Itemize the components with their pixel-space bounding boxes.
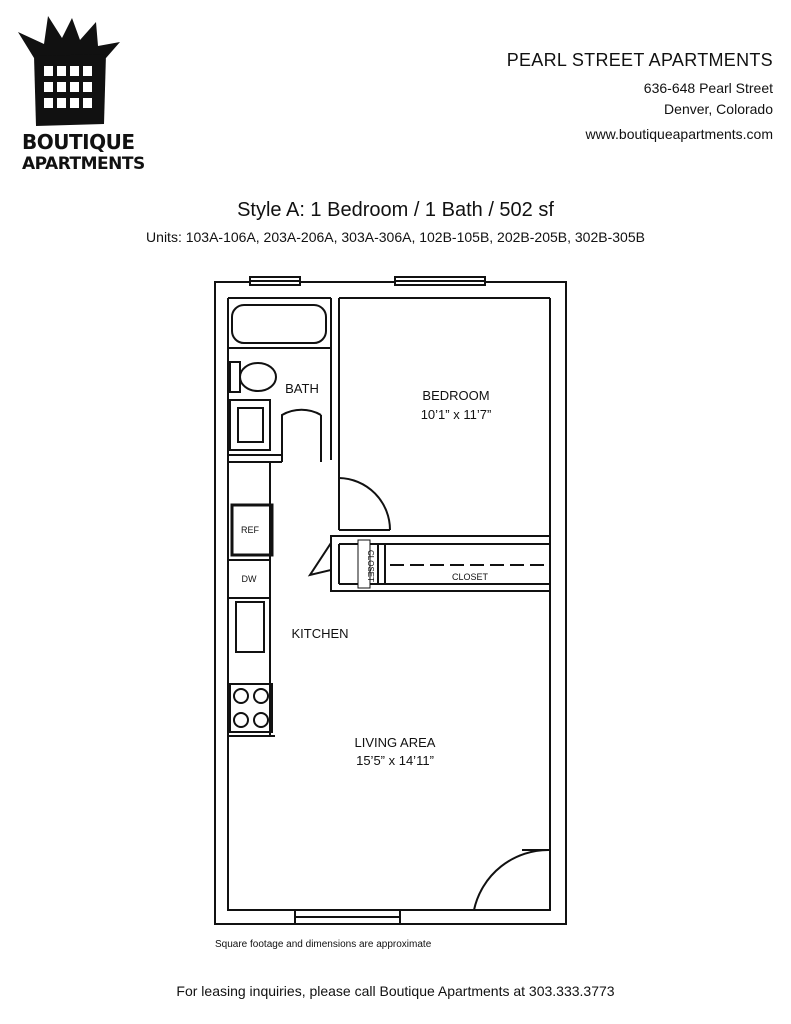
logo-text-line2: APARTMENTS: [22, 154, 145, 174]
window-top-left: [250, 277, 300, 285]
closet-small-label: CLOSET: [366, 549, 375, 583]
window-top-right: [395, 277, 485, 285]
bathtub: [232, 305, 326, 343]
leasing-footer: For leasing inquiries, please call Boutique Apartments at 303.333.3773: [176, 983, 615, 999]
kitchen-label: KITCHEN: [291, 626, 349, 641]
toilet-bowl: [240, 363, 276, 391]
bath-door-swing: [282, 410, 321, 462]
closet-long-label: CLOSET: [451, 572, 489, 582]
website-link[interactable]: www.boutiqueapartments.com: [585, 126, 773, 142]
dishwasher-label: DW: [241, 574, 257, 584]
disclaimer-text: Square footage and dimensions are approximate: [215, 939, 432, 950]
bedroom-dimensions: 10’1” x 11’7”: [420, 407, 492, 422]
kitchen-sink: [236, 602, 264, 652]
bedroom-label: BEDROOM: [422, 388, 490, 403]
window-bottom: [295, 910, 400, 924]
living-area-label: LIVING AREA: [354, 735, 436, 750]
property-address: 636-648 Pearl Street: [643, 80, 773, 96]
entry-door-swing: [474, 850, 550, 910]
living-area-dimensions: 15’5” x 14’11”: [356, 753, 434, 768]
property-title: PEARL STREET APARTMENTS: [506, 50, 773, 70]
logo-text-line1: BOUTIQUE: [22, 130, 135, 154]
bath-sink: [238, 408, 263, 442]
bath-label: BATH: [285, 381, 319, 396]
exterior-wall-outer: [215, 282, 566, 924]
floor-plan-title: Style A: 1 Bedroom / 1 Bath / 502 sf: [237, 199, 554, 221]
exterior-wall-inner: [228, 298, 550, 910]
floor-plan-units: Units: 103A-106A, 203A-206A, 303A-306A, 102B-105B, 202B-205B, 302B-305B: [146, 229, 645, 245]
refrigerator-label: REF: [241, 525, 259, 535]
bedroom-door-swing: [339, 478, 390, 530]
closet-door-swing: [310, 543, 331, 575]
property-city: Denver, Colorado: [664, 101, 773, 117]
toilet-tank: [230, 362, 240, 392]
